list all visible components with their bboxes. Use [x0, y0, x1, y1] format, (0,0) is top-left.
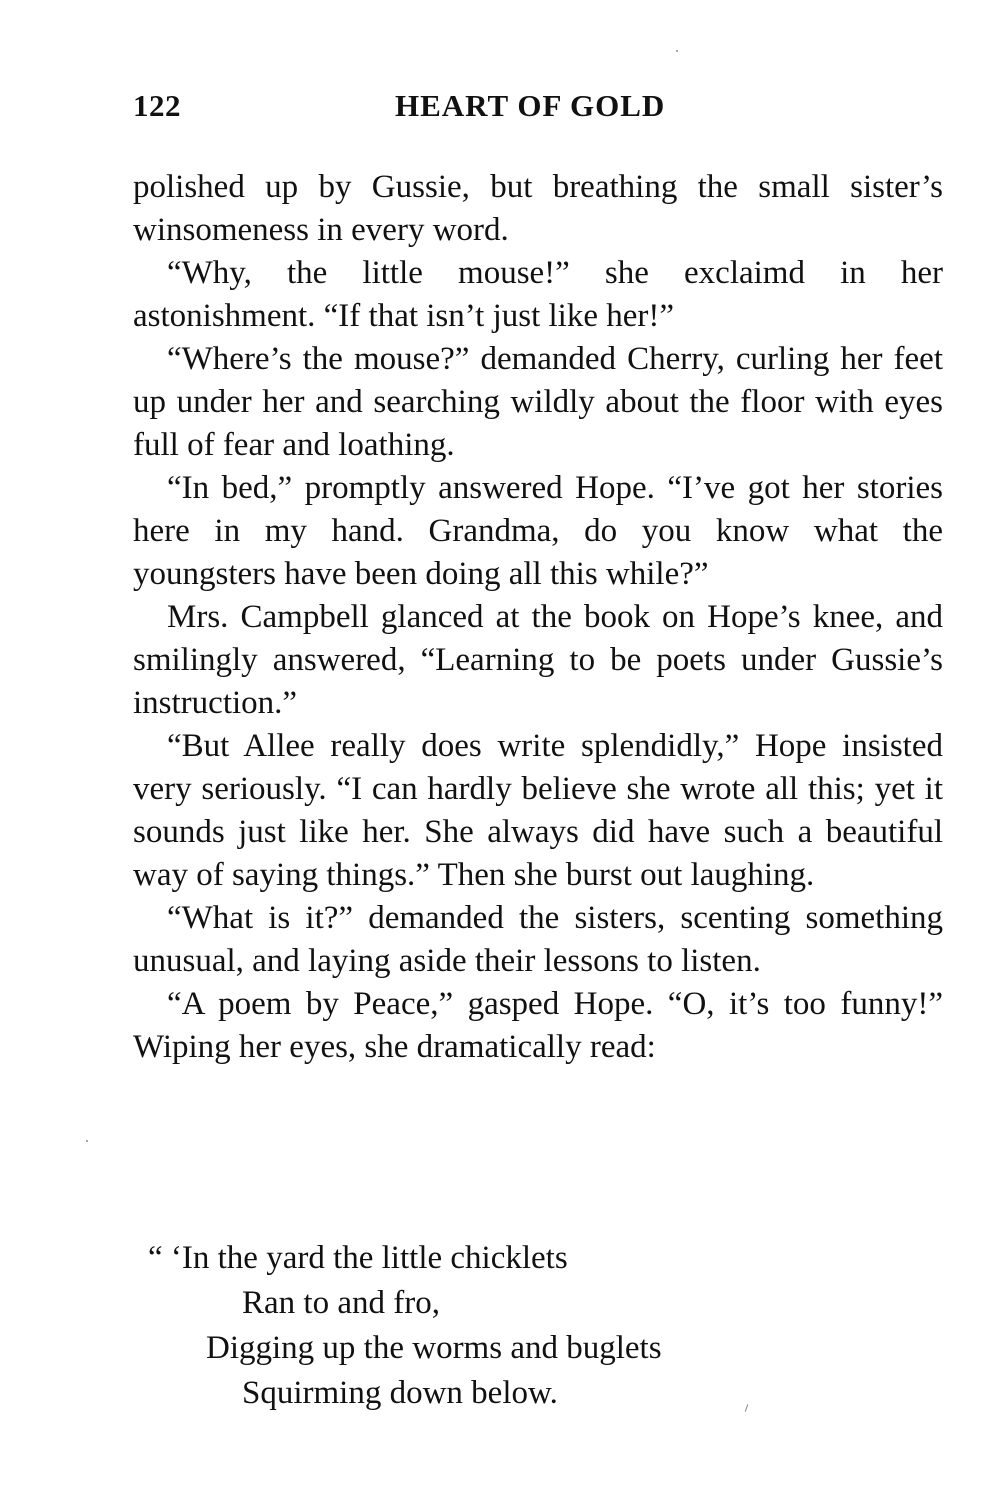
paragraph: Mrs. Campbell glanced at the book on Hope’s knee, and smilingly answered, “Learning to be poets under Gussie’s instruction.” [133, 599, 943, 721]
paragraph: “A poem by Peace,” gasped Hope. “O, it’s too funny!” Wiping her eyes, she dramatically read: [133, 986, 943, 1065]
scan-speck [676, 50, 678, 52]
page-header [133, 88, 943, 128]
paragraph: “But Allee really does write splendidly,” Hope insisted very seriously. “I can hardly believe she wrote all this; yet it sounds just like her. She always did have such a beautiful way of saying things.” Then she burst out laughing. [133, 728, 943, 893]
paragraph: “In bed,” promptly answered Hope. “I’ve got her stories here in my hand. Grandma, do you know what the youngsters have been doing all this while?” [133, 470, 943, 592]
poem [148, 1236, 908, 1416]
paragraph: “Where’s the mouse?” demanded Cherry, curling her feet up under her and searching wildly about the floor with eyes full of fear and loathing. [133, 341, 943, 463]
poem-line: Squirming down below. [242, 1375, 558, 1411]
body-text [133, 166, 943, 1069]
running-title: HEART OF GOLD [395, 88, 666, 123]
scan-speck [86, 1140, 88, 1142]
poem-line: Ran to and fro, [242, 1285, 440, 1321]
paragraph: polished up by Gussie, but breathing the small sister’s winsomeness in every word. [133, 169, 943, 248]
poem-line: Digging up the worms and buglets [206, 1330, 662, 1366]
poem-line: “ ‘In the yard the little chicklets [148, 1240, 568, 1276]
page-number: 122 [133, 88, 181, 123]
paragraph: “What is it?” demanded the sisters, scenting something unusual, and laying aside their lessons to listen. [133, 900, 943, 979]
paragraph: “Why, the little mouse!” she exclaimd in her astonishment. “If that isn’t just like her!” [133, 255, 943, 334]
